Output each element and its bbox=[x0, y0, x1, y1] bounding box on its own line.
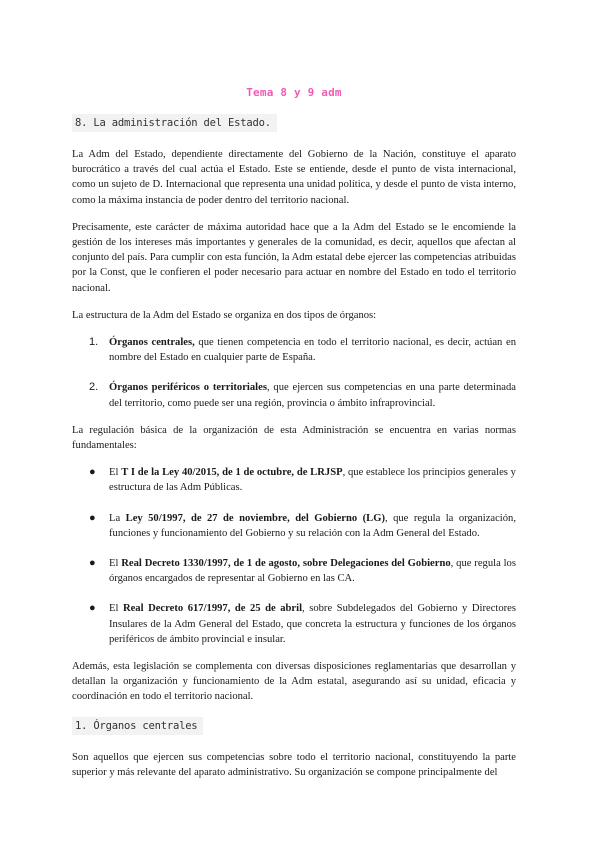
list-item bbox=[72, 601, 516, 647]
organ-types-list bbox=[72, 335, 516, 411]
paragraph-legislacion: Además, esta legislación se complementa con diversas disposiciones reglamentarias que desarrollan y detallan la organización y funcionamiento de la Adm estatal, asegurando así su unidad, eficacia y coordinación en todo el territorio nacional. bbox=[72, 661, 516, 703]
list-item-prefix: El bbox=[109, 558, 122, 570]
section-heading-organos-centrales: 1. Órganos centrales bbox=[72, 717, 203, 735]
paragraph-estructura: La estructura de la Adm del Estado se organiza en dos tipos de órganos: bbox=[72, 309, 377, 321]
paragraph-intro: La Adm del Estado, dependiente directamente del Gobierno de la Nación, constituye el aparato burocrático a través del cual actúa el Estado. Este se entiende, desde el punto de vista internacional, como un sujeto de D. Internacional que representa una unidad política, y desde el punto de vista interno, como la máxima instancia de poder dentro del territorio nacional. bbox=[72, 149, 516, 206]
list-item-prefix: El bbox=[109, 467, 122, 479]
list-item-text: , sobre Subdelegados del Gobierno y Directores Insulares de la Adm General del Estado, que concreta la estructura y funciones de los órganos periféricos de ámbito provincial e insular. bbox=[109, 603, 516, 645]
list-item-text: , que regula los órganos encargados de representar al Gobierno en las CA. bbox=[109, 558, 516, 585]
list-item-term: Real Decreto 1330/1997, de 1 de agosto, sobre Delegaciones del Gobierno bbox=[121, 558, 451, 570]
list-item-term: Órganos periféricos o territoriales bbox=[109, 382, 267, 394]
list-item-text: , que establece los principios generales y estructura de las Adm Públicas. bbox=[109, 467, 516, 494]
list-item-text: , que ejercen sus competencias en una parte determinada del territorio, como puede ser una región, provincia o ámbito infraprovincial. bbox=[109, 382, 516, 409]
list-number: 2. bbox=[89, 381, 99, 394]
list-item-text: , que regula la organización, funciones y funcionamiento del Gobierno y su relación con la Adm General del Estado. bbox=[109, 512, 516, 539]
list-item-term: Ley 50/1997, de 27 de noviembre, del Gobierno (LG) bbox=[125, 512, 385, 524]
bullet-icon: ● bbox=[89, 466, 96, 479]
paragraph-regulacion: La regulación básica de la organización de esta Administración se encuentra en varias normas fundamentales: bbox=[72, 424, 516, 452]
bullet-icon: ● bbox=[89, 511, 96, 524]
list-item bbox=[72, 335, 516, 365]
list-item-term: T I de la Ley 40/2015, de 1 de octubre, de LRJSP bbox=[121, 467, 343, 479]
list-item-term: Órganos centrales, bbox=[109, 337, 195, 349]
paragraph-organos-centrales: Son aquellos que ejercen sus competencias sobre todo el territorio nacional, constituyendo la parte superior y más relevante del aparato administrativo. Su organización se compone principalmente del bbox=[72, 751, 516, 778]
bullet-icon: ● bbox=[89, 602, 96, 615]
bullet-icon: ● bbox=[89, 557, 96, 570]
section-heading-administracion-estado: 8. La administración del Estado. bbox=[72, 114, 277, 132]
list-number: 1. bbox=[89, 336, 99, 349]
list-item-prefix: El bbox=[109, 603, 123, 615]
list-item bbox=[72, 556, 516, 586]
list-item-text: que tienen competencia en todo el territorio nacional, es decir, actúan en nombre del Estado en cualquier parte de España. bbox=[109, 337, 516, 364]
list-item bbox=[72, 511, 516, 541]
list-item-prefix: La bbox=[109, 512, 126, 524]
list-item-term: Real Decreto 617/1997, de 25 de abril bbox=[122, 603, 303, 615]
list-item bbox=[72, 465, 516, 495]
list-item bbox=[72, 380, 516, 410]
document-title: Tema 8 y 9 adm bbox=[246, 86, 342, 99]
norms-list bbox=[72, 465, 516, 647]
paragraph-autoridad: Precisamente, este carácter de máxima autoridad hace que a la Adm del Estado se le encomiende la gestión de los intereses más importantes y generales de la comunidad, es decir, aquellos que afectan al conjunto del país. Para cumplir con esta función, la Adm estatal debe ejercer las competencias atribuidas por la Const, que le confieren el poder necesario para actuar en nombre del Estado en todo el territorio nacional. bbox=[72, 221, 516, 294]
